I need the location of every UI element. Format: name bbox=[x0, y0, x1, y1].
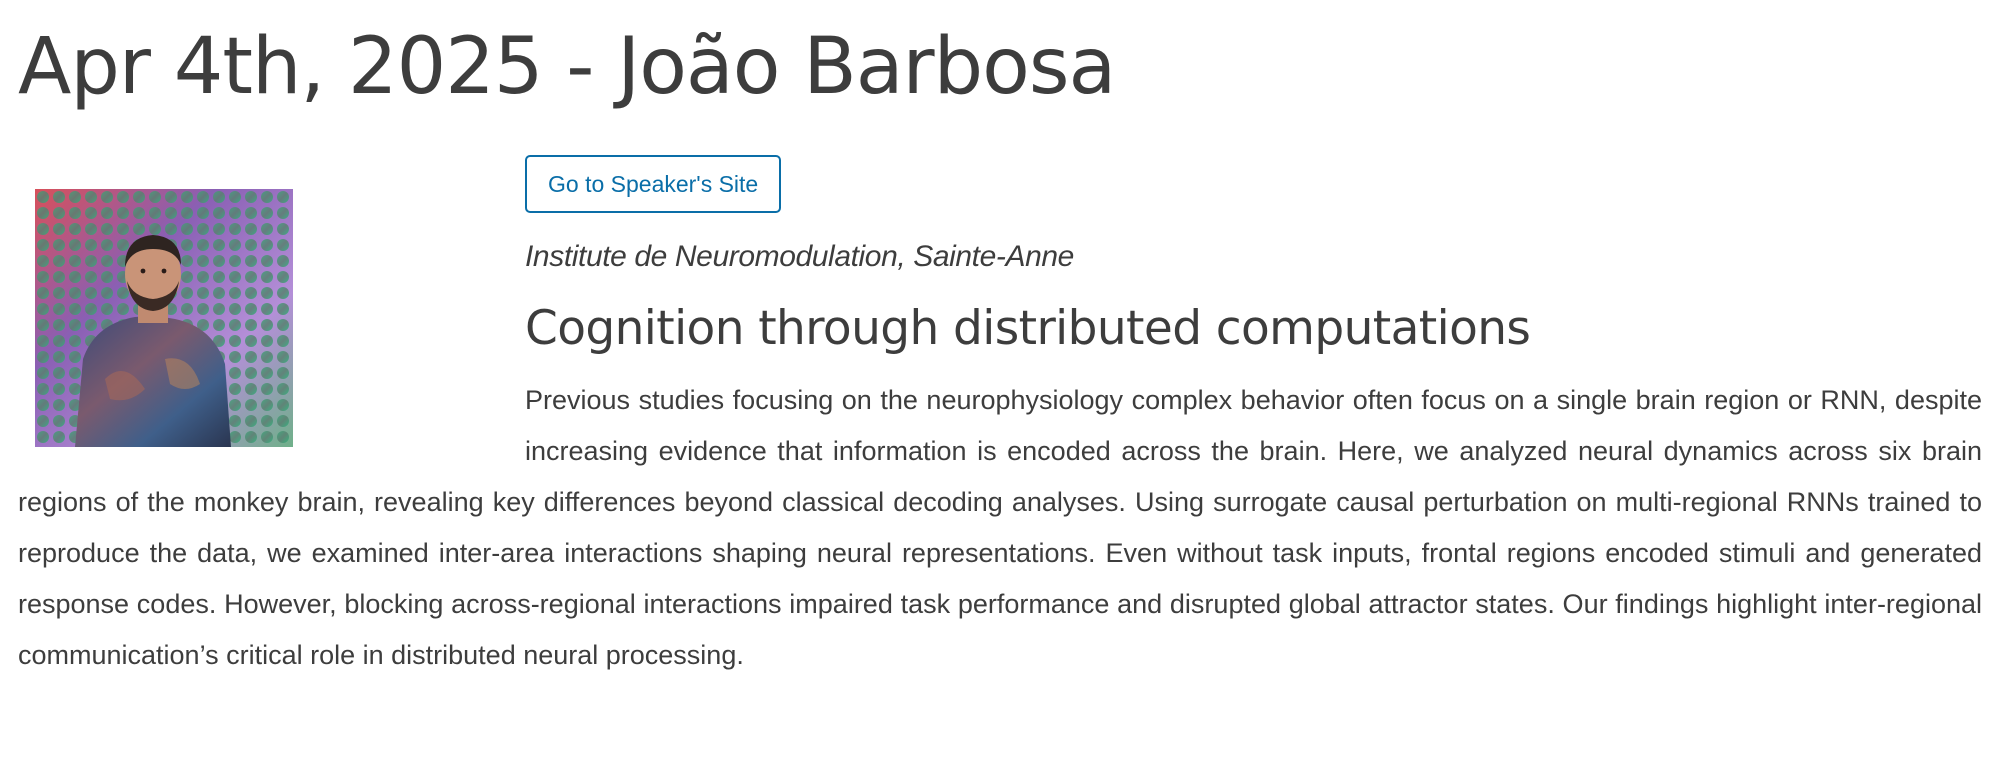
speaker-photo bbox=[35, 189, 293, 447]
talk-content bbox=[18, 155, 1982, 681]
page-title: Apr 4th, 2025 - João Barbosa bbox=[18, 22, 1116, 112]
speaker-site-button[interactable]: Go to Speaker's Site bbox=[525, 155, 781, 213]
speaker-affiliation: Institute de Neuromodulation, Sainte-Anne bbox=[525, 240, 1074, 273]
talk-title: Cognition through distributed computations bbox=[525, 301, 1531, 356]
talk-abstract: Previous studies focusing on the neurophysiology complex behavior often focus on a single brain region or RNN, despite increasing evidence that information is encoded across the brain. Here, we analyzed neural dynamics across six brain regions of the monkey brain, revealing key differences beyond classical decoding analyses. Using surrogate causal perturbation on multi-regional RNNs trained to reproduce the data, we examined inter-area interactions shaping neural representations. Even without task inputs, frontal regions encoded stimuli and generated response codes. However, blocking across-regional interactions impaired task performance and disrupted global attractor states. Our findings highlight inter-regional communication’s critical role in distributed neural processing. bbox=[18, 385, 1982, 670]
